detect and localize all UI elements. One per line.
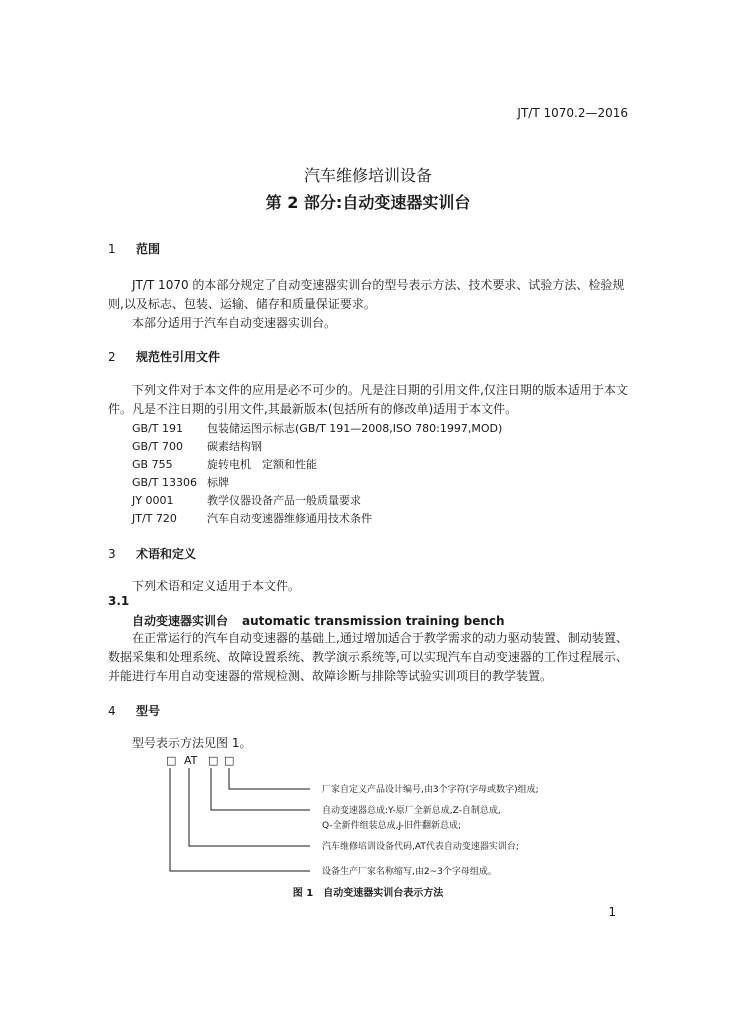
figure-desc-equipment-code: 汽车维修培训设备代码,AT代表自动变速器实训台; [322, 842, 519, 852]
figure-symbol-product: □ [224, 754, 235, 767]
reference-title: 标牌 [207, 476, 229, 489]
reference-title: 碳素结构钢 [207, 440, 262, 453]
section-title: 型号 [136, 704, 161, 718]
figure-symbol-code: AT [184, 754, 198, 767]
term-english: automatic transmission training bench [242, 614, 505, 628]
section-number: 1 [108, 242, 116, 256]
section-title: 范围 [136, 242, 161, 256]
document-subtitle: 第 2 部分:自动变速器实训台 [265, 193, 471, 212]
reference-title: 教学仪器设备产品一般质量要求 [207, 494, 361, 507]
page-number: 1 [608, 905, 616, 919]
reference-code: GB/T 13306 [132, 476, 197, 489]
figure-symbol-manufacturer: □ [166, 754, 177, 767]
reference-code: GB/T 191 [132, 422, 183, 435]
scope-paragraph: JT/T 1070 的本部分规定了自动变速器实训台的型号表示方法、技术要求、试验方法、检验规则,以及标志、包装、运输、储存和质量保证要求。 [108, 278, 625, 311]
section-number: 3 [108, 547, 116, 561]
term-definition: 在正常运行的汽车自动变速器的基础上,通过增加适合于教学需求的动力驱动装置、制动装置、数据采集和处理系统、故障设置系统、教学演示系统等,可以实现汽车自动变速器的工作过程展示、并能进行车用自动变速器的常规检测、故障诊断与排除等试验实训项目的教学装置。 [108, 631, 628, 683]
reference-title: 包装储运图示标志(GB/T 191—2008,ISO 780:1997,MOD) [207, 422, 503, 435]
model-intro: 型号表示方法见图 1。 [132, 736, 252, 750]
figure-leader-lines [170, 768, 310, 871]
figure-desc-product-number: 厂家自定义产品设计编号,由3个字符(字母或数字)组成; [322, 785, 539, 795]
reference-title: 旋转电机 定额和性能 [207, 458, 317, 471]
figure-desc-assembly-type-cont: Q-全新件组装总成,J-旧件翻新总成; [322, 821, 462, 831]
section-title: 规范性引用文件 [136, 350, 221, 364]
normative-intro: 下列文件对于本文件的应用是必不可少的。凡是注日期的引用文件,仅注日期的版本适用于本文件。凡是不注日期的引用文件,其最新版本(包括所有的修改单)适用于本文件。 [108, 383, 628, 416]
term-number: 3.1 [108, 594, 130, 608]
section-number: 2 [108, 350, 116, 364]
reference-code: JT/T 720 [132, 512, 177, 525]
scope-applicability: 本部分适用于汽车自动变速器实训台。 [132, 316, 337, 330]
reference-code: JY 0001 [132, 494, 174, 507]
section-number: 4 [108, 704, 116, 718]
figure-symbol-assembly: □ [208, 754, 219, 767]
term-chinese: 自动变速器实训台 [132, 614, 229, 628]
figure-desc-manufacturer: 设备生产厂家名称缩写,由2~3个字母组成。 [322, 867, 497, 877]
figure-caption: 图 1 自动变速器实训台表示方法 [292, 888, 444, 899]
reference-title: 汽车自动变速器维修通用技术条件 [207, 512, 372, 525]
figure-desc-assembly-type: 自动变速器总成:Y-原厂全新总成,Z-自制总成, [322, 806, 501, 816]
reference-code: GB/T 700 [132, 440, 183, 453]
standard-number: JT/T 1070.2—2016 [517, 106, 628, 120]
document-title: 汽车维修培训设备 [303, 166, 432, 185]
terms-intro: 下列术语和定义适用于本文件。 [132, 579, 301, 593]
reference-code: GB 755 [132, 458, 173, 471]
section-title: 术语和定义 [136, 547, 197, 561]
